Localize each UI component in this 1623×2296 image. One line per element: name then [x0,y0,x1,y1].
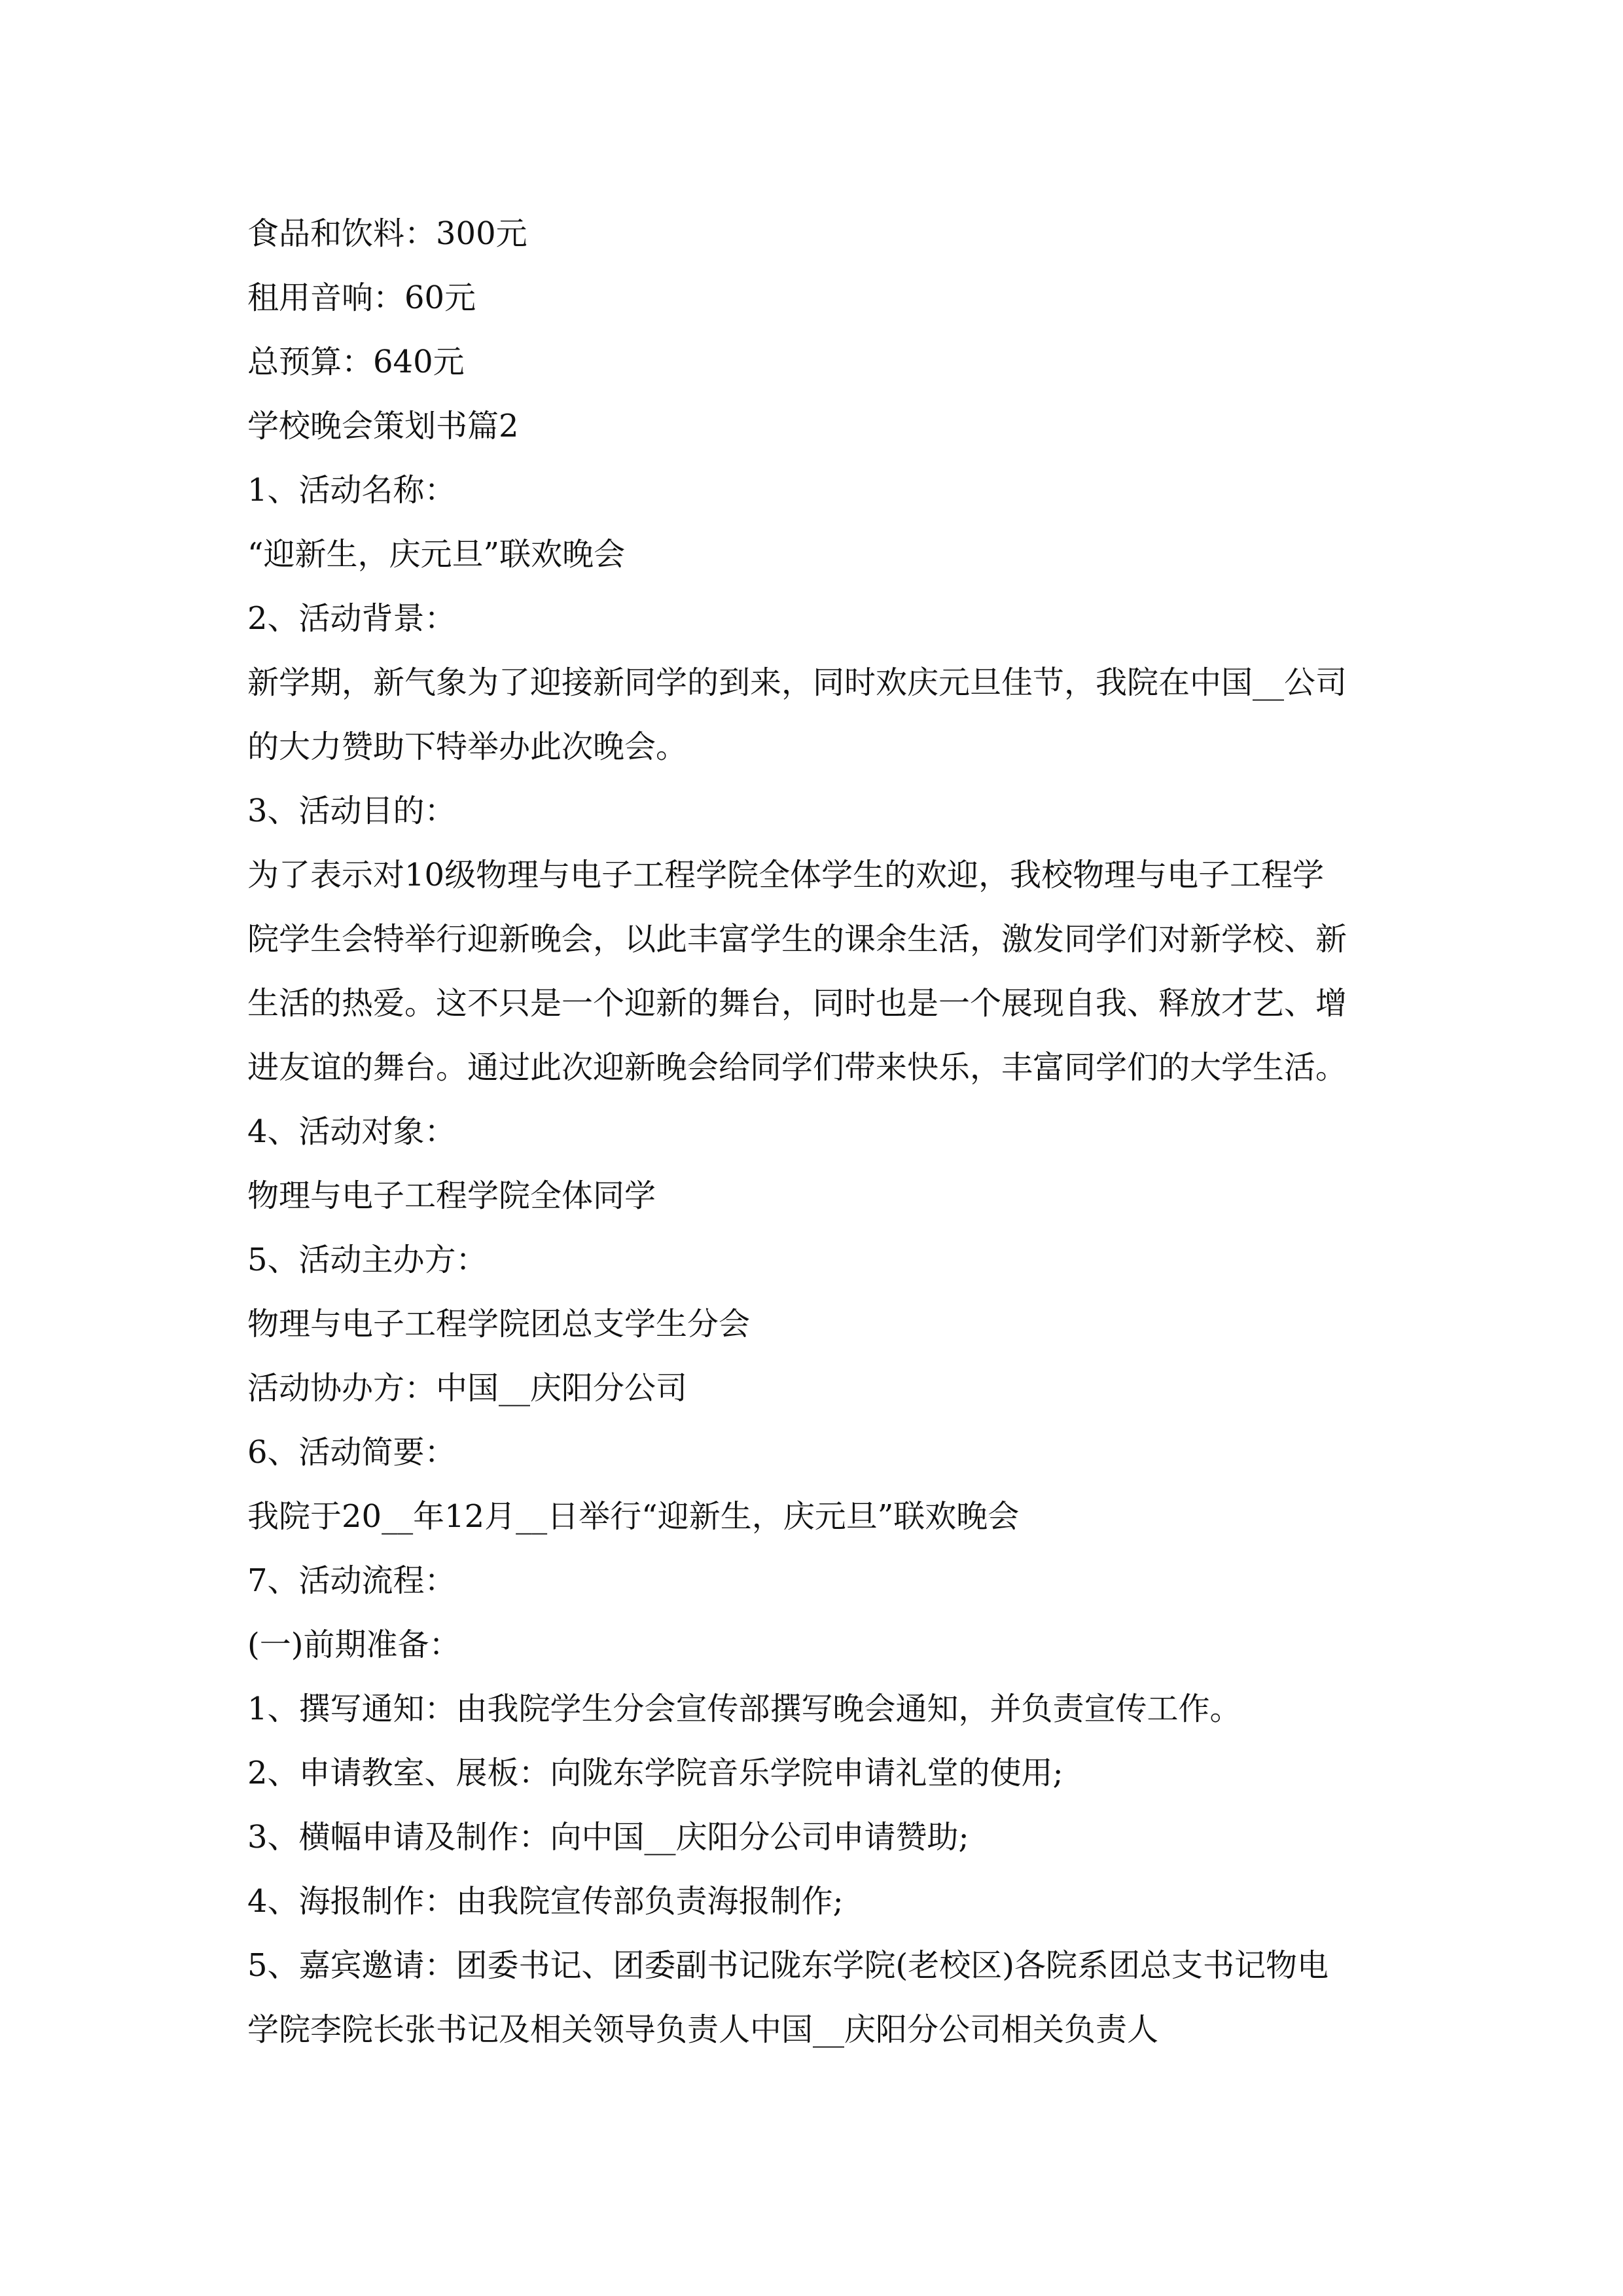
text-line: 2、申请教室、展板：向陇东学院音乐学院申请礼堂的使用; [247,1755,1063,1791]
text-line: 新学期，新气象为了迎接新同学的到来，同时欢庆元旦佳节，我院在中国__公司 [247,664,1347,701]
text-line: 5、活动主办方： [247,1242,488,1278]
text-line: 进友谊的舞台。通过此次迎新晚会给同学们带来快乐，丰富同学们的大学生活。 [247,1049,1347,1086]
text-line: 租用音响：60元 [247,279,476,316]
text-line: 4、活动对象： [247,1113,456,1150]
text-line: 我院于20__年12月__日举行“迎新生，庆元旦”联欢晚会 [247,1498,1020,1535]
text-line: 7、活动流程： [247,1562,456,1599]
text-line: 食品和饮料：300元 [247,215,527,252]
text-line: 4、海报制作：由我院宣传部负责海报制作; [247,1883,844,1920]
document-body [247,202,1419,2062]
text-line: 3、横幅申请及制作：向中国__庆阳分公司申请赞助; [247,1819,969,1856]
text-line: 3、活动目的： [247,793,456,829]
text-line: 活动协办方：中国__庆阳分公司 [247,1370,688,1407]
text-line: 生活的热爱。这不只是一个迎新的舞台，同时也是一个展现自我、释放才艺、增 [247,985,1347,1022]
text-line: “迎新生，庆元旦”联欢晚会 [247,536,626,573]
text-line: 院学生会特举行迎新晚会，以此丰富学生的课余生活，激发同学们对新学校、新 [247,921,1347,958]
text-line: 2、活动背景： [247,600,456,637]
text-line: 为了表示对10级物理与电子工程学院全体学生的欢迎，我校物理与电子工程学 [247,857,1325,893]
text-line: 1、撰写通知：由我院学生分会宣传部撰写晚会通知，并负责宣传工作。 [247,1691,1241,1727]
text-line: 5、嘉宾邀请：团委书记、团委副书记陇东学院(老校区)各院系团总支书记物电 [247,1947,1329,1984]
text-line: 的大力赞助下特举办此次晚会。 [247,728,688,765]
text-line: 物理与电子工程学院全体同学 [247,1177,656,1214]
text-line: 总预算：640元 [247,344,465,380]
section-heading: 学校晚会策划书篇2 [247,408,519,444]
text-line: 物理与电子工程学院团总支学生分会 [247,1306,751,1342]
text-line: 学院李院长张书记及相关领导负责人中国__庆阳分公司相关负责人 [247,2011,1159,2048]
text-line: 6、活动简要： [247,1434,456,1471]
text-line: (一)前期准备： [247,1626,461,1663]
text-line: 1、活动名称： [247,472,456,509]
